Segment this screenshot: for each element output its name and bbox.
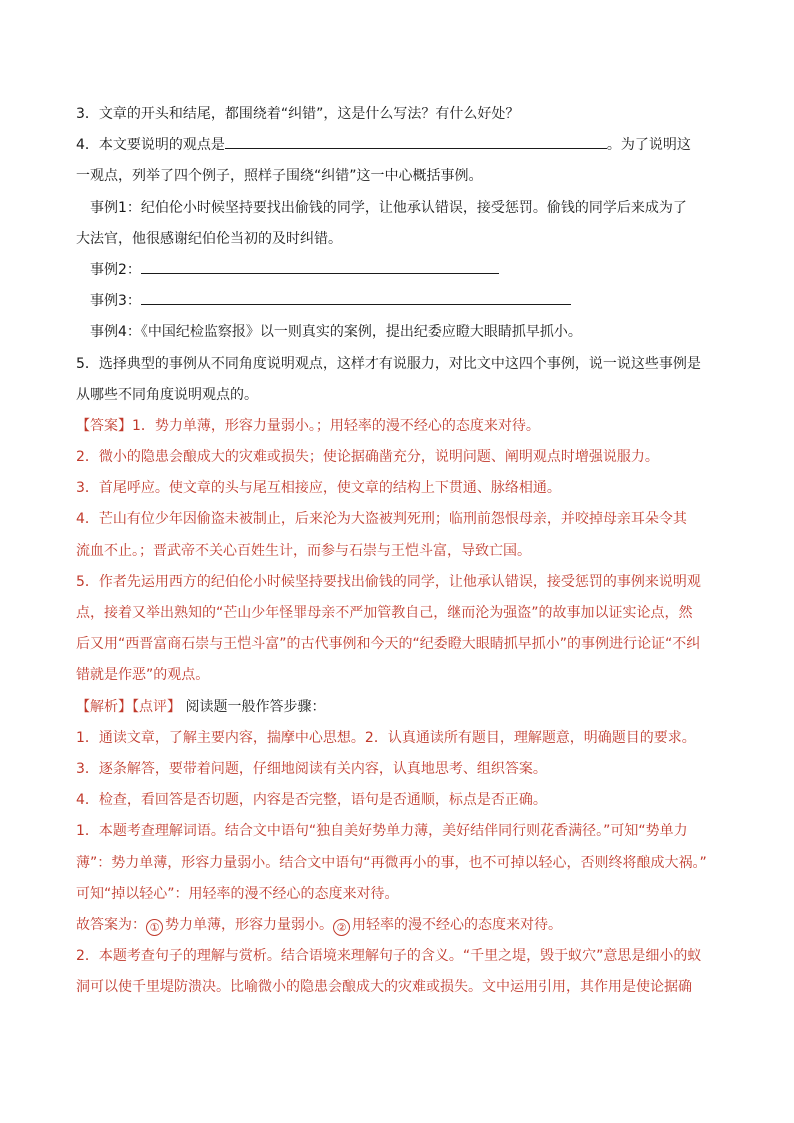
analysis-step-3: 3．逐条解答，要带着问题，仔细地阅读有关内容，认真地思考、组织答案。 [76,760,547,777]
explanation-1-line-3: 可知“掉以轻心”：用轻率的漫不经心的态度来对待。 [76,885,399,902]
question-3: 3．文章的开头和结尾，都围绕着“纠错”，这是什么写法？有什么好处？ [76,106,520,122]
question-4-prefix: 4．本文要说明的观点是 [76,137,225,154]
circled-number-1: ① [146,919,163,936]
analysis-step-1: 1．通读文章，了解主要内容，揣摩中心思想。2．认真通读所有题目，理解题意，明确题目的要求。 [76,729,696,746]
explanation-2: 2．本题考查句子的理解与赏析。结合语境来理解句子的含义。“千里之堤，毁于蚁穴”意思是细小的蚁 [76,948,702,965]
question-5-line-2: 从哪些不同角度说明观点的。 [76,386,258,403]
analysis-intro: 阅读题一般作答步骤： [185,698,326,715]
answer-blank-example-3[interactable] [141,287,571,305]
answer-1-text: 1．势力单薄，形容力量弱小。；用轻率的漫不经心的态度来对待。 [132,417,540,434]
example-3-label: 事例3： [90,293,141,310]
answer-tag: 【答案】 [76,417,132,434]
answer-blank-example-2[interactable] [141,256,499,274]
answer-4-line-2: 流血不止。；晋武帝不关心百姓生计，而参与石崇与王恺斗富，导致亡国。 [76,542,531,559]
example-4: 事例4：《中国纪检监察报》以一则真实的案例，提出纪委应瞪大眼睛抓早抓小。 [90,324,582,341]
explanation-1-line-2: 薄”：势力单薄，形容力量弱小。结合文中语句“再微再小的事，也不可掉以轻心，否则终将酿成大祸。” [76,854,707,871]
explanation-1: 1．本题考查理解词语。结合文中语句“独自美好势单力薄，美好结伴同行则花香满径。”可知“势单力 [76,823,688,840]
analysis-header [76,692,726,723]
answer-4: 4．芒山有位少年因偷盗未被制止，后来沦为大盗被判死刑；临刑前怨恨母亲，并咬掉母亲耳朵令其 [76,511,687,528]
example-1-line-2: 大法官，他很感谢纪伯伦当初的及时纠错。 [76,230,342,247]
final-answer-prefix: 故答案为： [76,916,146,933]
example-3 [76,286,726,317]
answer-5-line-3: 后又用“西晋富商石崇与王恺斗富”的古代事例和今天的“纪委瞪大眼睛抓早抓小”的事例进行论证“不纠 [76,636,701,653]
analysis-tag: 【解析】【点评】 [76,698,181,715]
example-2-label: 事例2： [90,261,141,278]
question-4-line-2: 一观点，列举了四个例子，照样子围绕“纠错”这一中心概括事例。 [76,168,483,185]
final-answer [76,910,726,941]
example-2 [76,255,726,286]
question-4 [76,130,726,161]
answer-1 [76,411,726,442]
question-5: 5．选择典型的事例从不同角度说明观点，这样才有说服力，对比文中这四个事例，说一说这些事例是 [76,355,701,372]
answer-2: 2．微小的隐患会酿成大的灾难或损失；使论据确凿充分，说明问题、阐明观点时增强说服力。 [76,449,659,466]
final-answer-part-2: 用轻率的漫不经心的态度来对待。 [352,916,562,933]
answer-5: 5．作者先运用西方的纪伯伦小时候坚持要找出偷钱的同学，让他承认错误，接受惩罚的事例来说明观 [76,573,701,590]
answer-blank-viewpoint[interactable] [225,131,607,149]
analysis-step-4: 4．检查，看回答是否切题，内容是否完整，语句是否通顺，标点是否正确。 [76,792,547,809]
answer-5-line-2: 点，接着又举出熟知的“芒山少年怪罪母亲不严加管教自己，继而沦为强盗”的故事加以证实论点，然 [76,605,693,621]
circled-number-2: ② [333,919,350,936]
explanation-2-line-2: 洞可以使千里堤防溃决。比喻微小的隐患会酿成大的灾难或损失。文中运用引用，其作用是使论据确 [76,979,692,996]
answer-3: 3．首尾呼应。使文章的头与尾互相接应，使文章的结构上下贯通、脉络相通。 [76,480,561,497]
answer-5-line-4: 错就是作恶”的观点。 [76,667,210,684]
final-answer-part-1: 势力单薄，形容力量弱小。 [165,916,333,933]
example-1: 事例1：纪伯伦小时候坚持要找出偷钱的同学，让他承认错误，接受惩罚。偷钱的同学后来成为了 [90,199,687,216]
document-body [76,99,726,1003]
question-4-suffix: 。为了说明这 [606,137,691,154]
